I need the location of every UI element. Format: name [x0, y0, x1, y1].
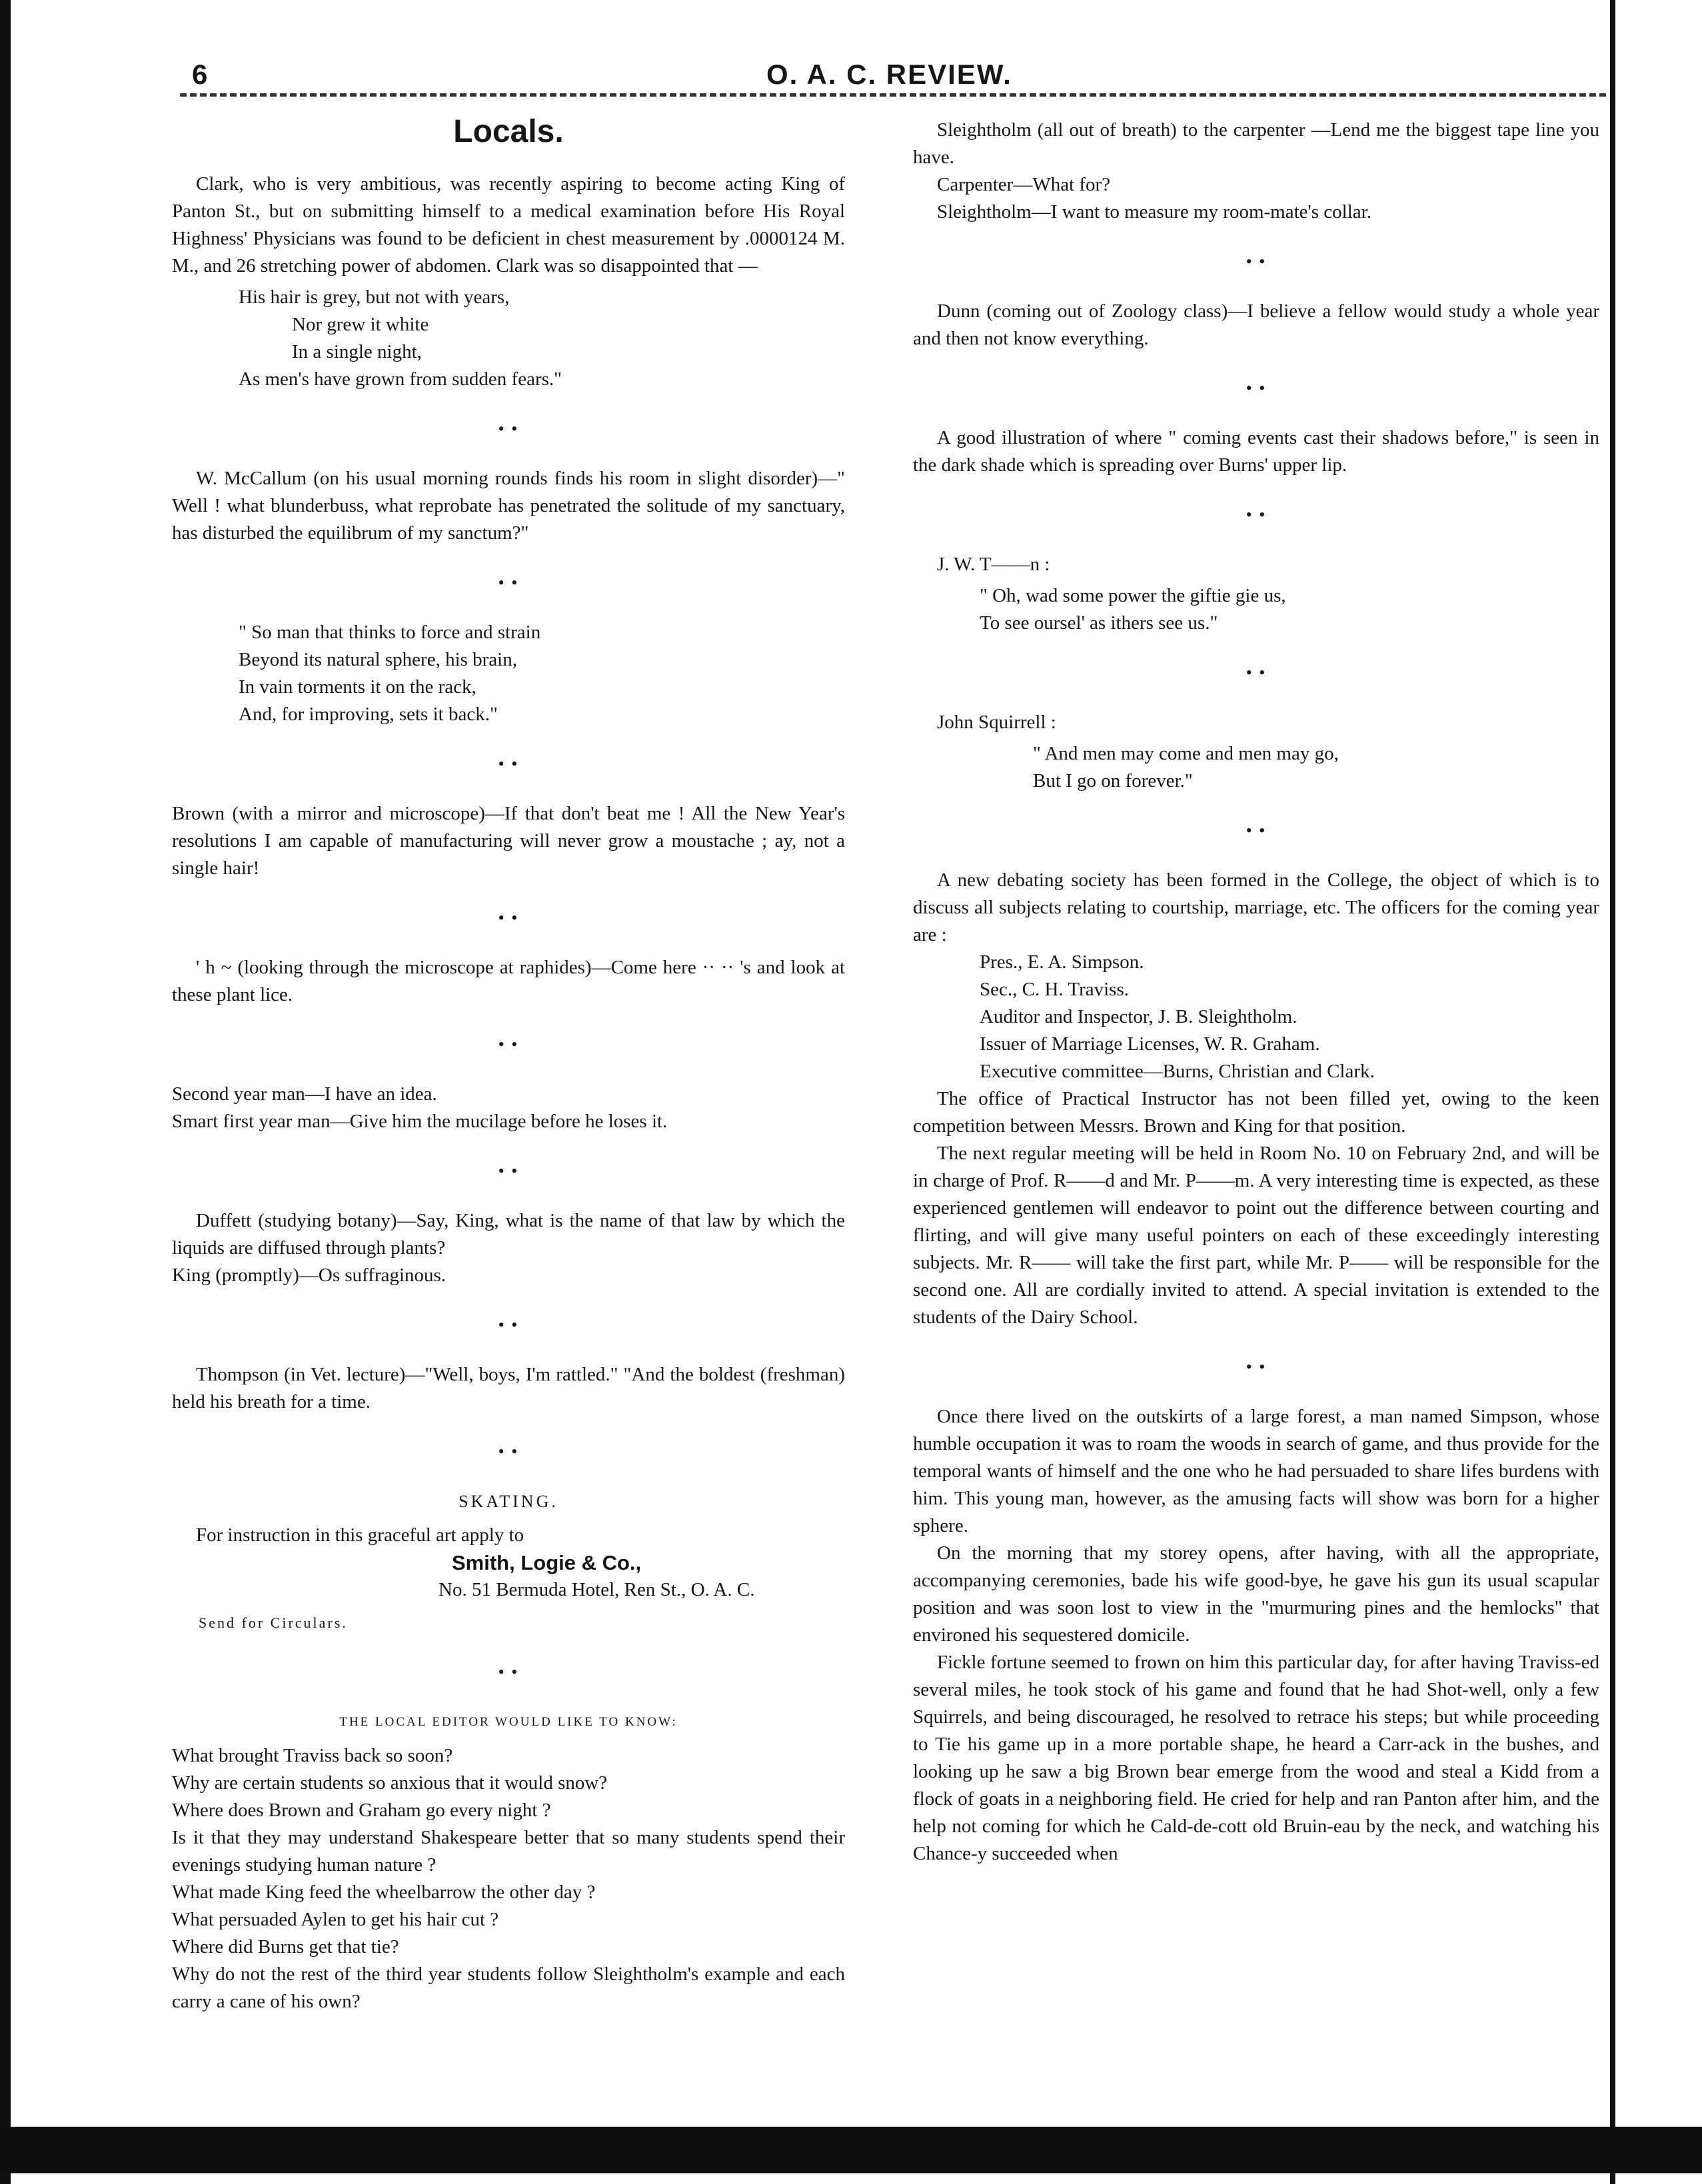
verse-line: In a single night, — [292, 341, 422, 362]
verse-line: Nor grew it white — [292, 314, 429, 335]
verse-line: Beyond its natural sphere, his brain, — [239, 649, 517, 670]
verse-line: In vain torments it on the rack, — [239, 676, 476, 698]
officer: Sec., C. H. Traviss. — [980, 979, 1129, 1000]
dialogue-line: Smart first year man—Give him the mucilage before he loses it. — [172, 1111, 668, 1132]
verse-line: " So man that thinks to force and strain — [239, 622, 541, 643]
society-paragraph: A new debating society has been formed in the College, the object of which is to discuss all subjects relating to courtship, marriage, etc. The officers for the coming year are : — [913, 869, 1599, 945]
officer-list — [913, 949, 1599, 1085]
instructor-paragraph: The office of Practical Instructor has not been filled yet, owing to the keen competition between Messrs. Brown and King for that position. — [913, 1088, 1599, 1137]
separator: • • — [498, 1662, 519, 1682]
question: What made King feed the wheelbarrow the other day ? — [172, 1882, 596, 1903]
left-column — [172, 113, 845, 2015]
jwt-verse — [913, 582, 1599, 637]
story-paragraph: Once there lived on the outskirts of a large forest, a man named Simpson, whose humble occupation it was to roam the woods in search of game, and thus provide for the temporal wants of himself and the one who he had persuaded to share lifes burdens with him. This young man, however, as the amusing facts will show was born for a higher sphere. — [913, 1406, 1599, 1536]
verse-line: To see oursel' as ithers see us." — [980, 612, 1218, 634]
verse-line: " And men may come and men may go, — [1033, 743, 1339, 764]
separator: • • — [498, 419, 519, 438]
separator: • • — [1246, 252, 1267, 271]
meeting-paragraph: The next regular meeting will be held in Room No. 10 on February 2nd, and will be in charge of Prof. R——d and Mr. P——m. A very interesting time is expected, as these experienced gentlemen will endeavor to point out the difference between courting and flirting, and will give many useful pointers on each of these exceedingly interesting subjects. Mr. R—— will take the first part, while Mr. P—— will be responsible for the second one. All are cordially invited to attend. A special invitation is extended to the students of the Dairy School. — [913, 1143, 1599, 1328]
brown-paragraph: Brown (with a mirror and microscope)—If that don't beat me ! All the New Year's resolutions I am capable of manufacturing will never grow a moustache ; ay, not a single hair! — [172, 803, 845, 879]
question: Where does Brown and Graham go every night ? — [172, 1800, 551, 1821]
question: What brought Traviss back so soon? — [172, 1745, 453, 1766]
scan-fold-shadow — [1610, 0, 1615, 2184]
dialogue-line: Second year man—I have an idea. — [172, 1083, 437, 1105]
question-list — [172, 1742, 845, 2015]
section-heading: Locals. — [453, 114, 564, 149]
mccallum-paragraph: W. McCallum (on his usual morning rounds finds his room in slight disorder)—" Well ! what blunderbuss, what reprobate has penetrated the solitude of my sanctuary, has disturbed the equilibrum of my sanctum?" — [172, 468, 845, 544]
clark-paragraph: Clark, who is very ambitious, was recently aspiring to become acting King of Panton St., but on submitting himself to a medical examination before His Royal Highness' Physicians was found to be deficient in chest measurement by .0000124 M. M., and 26 stretching power of abdomen. Clark was so disappointed that — — [172, 173, 845, 276]
page-number: 6 — [192, 59, 208, 90]
header-rule — [180, 93, 1606, 97]
separator: • • — [1246, 1357, 1267, 1376]
skating-heading: SKATING. — [458, 1492, 558, 1511]
separator: • • — [498, 1442, 519, 1461]
separator: • • — [498, 573, 519, 592]
scan-bottom-edge — [0, 2127, 1702, 2173]
squirrell-verse — [913, 740, 1599, 795]
dialogue-line: Carpenter—What for? — [937, 174, 1111, 195]
separator: • • — [1246, 378, 1267, 398]
separator: • • — [498, 1035, 519, 1054]
verse-line: But I go on forever." — [1033, 770, 1193, 792]
thompson-paragraph: Thompson (in Vet. lecture)—"Well, boys, I'm rattled." "And the boldest (freshman) held his breath for a time. — [172, 1364, 845, 1412]
page-header — [180, 55, 1606, 101]
separator: • • — [498, 754, 519, 774]
skating-address: No. 51 Bermuda Hotel, Ren St., O. A. C. — [438, 1579, 755, 1600]
officer: Executive committee—Burns, Christian and Clark. — [980, 1061, 1375, 1082]
verse-line: As men's have grown from sudden fears." — [239, 368, 562, 390]
skating-send: Send for Circulars. — [199, 1614, 348, 1631]
story-paragraph: On the morning that my storey opens, after having, with all the appropriate, accompanying ceremonies, bade his wife good-bye, he gave his gun its usual scapular position and was soon lost to view in the "murmuring pines and the hemlocks" that environed his sequestered domicile. — [913, 1542, 1599, 1646]
clark-verse — [172, 284, 845, 393]
skating-firm: Smith, Logie & Co., — [452, 1551, 642, 1574]
dialogue-line: King (promptly)—Os suffraginous. — [172, 1265, 446, 1286]
separator: • • — [498, 1315, 519, 1335]
question: Where did Burns get that tie? — [172, 1936, 399, 1957]
question: Why do not the rest of the third year students follow Sleightholm's example and each carry a cane of his own? — [172, 1963, 845, 2012]
poem — [172, 619, 845, 728]
burns-paragraph: A good illustration of where " coming events cast their shadows before," is seen in the dark shade which is spreading over Burns' upper lip. — [913, 427, 1599, 476]
verse-line: " Oh, wad some power the giftie gie us, — [980, 585, 1286, 606]
jwt-name: J. W. T——n : — [937, 554, 1050, 575]
separator: • • — [1246, 505, 1267, 524]
masthead: O. A. C. REVIEW. — [766, 59, 1012, 90]
dialogue-line: Sleightholm (all out of breath) to the carpenter —Lend me the biggest tape line you have. — [913, 119, 1599, 168]
dialogue-line: Duffett (studying botany)—Say, King, what is the name of that law by which the liquids are diffused through plants? — [172, 1210, 845, 1259]
officer: Issuer of Marriage Licenses, W. R. Graham. — [980, 1033, 1320, 1055]
right-column — [913, 117, 1599, 1868]
editor-heading: THE LOCAL EDITOR WOULD LIKE TO KNOW: — [339, 1715, 678, 1729]
raphides-paragraph: ' h ~ (looking through the microscope at raphides)—Come here ·· ·· 's and look at these plant lice. — [172, 957, 845, 1005]
story-paragraph: Fickle fortune seemed to frown on him this particular day, for after having Traviss-ed several miles, he took stock of his game and found that he had Shot-well, only a few Squirrels, and being discouraged, he resolved to retrace his steps; but while proceeding to Tie his game up in a more portable shape, he heard a Carr-ack in the bushes, and looking up he saw a big Brown bear emerge from the wood and steal a Kidd from a flock of goats in a neighboring field. He cried for help and ran Panton after him, and the help not coming for which he Cald-de-cott old Bruin-eau by the neck, and watching his Chance-y succeeded when — [913, 1652, 1599, 1864]
scan-left-edge — [0, 0, 11, 2184]
skating-text: For instruction in this graceful art apply to — [196, 1524, 524, 1546]
dialogue-line: Sleightholm—I want to measure my room-mate's collar. — [937, 201, 1371, 223]
separator: • • — [498, 1161, 519, 1181]
officer: Auditor and Inspector, J. B. Sleightholm. — [980, 1006, 1297, 1027]
verse-line: And, for improving, sets it back." — [239, 704, 498, 725]
question: What persuaded Aylen to get his hair cut ? — [172, 1909, 499, 1930]
question: Why are certain students so anxious that it would snow? — [172, 1772, 608, 1794]
squirrell-name: John Squirrell : — [937, 712, 1056, 733]
question: Is it that they may understand Shakespeare better that so many students spend their evenings studying human nature ? — [172, 1827, 845, 1876]
dunn-paragraph: Dunn (coming out of Zoology class)—I believe a fellow would study a whole year and then not know everything. — [913, 300, 1599, 349]
separator: • • — [1246, 821, 1267, 840]
separator: • • — [498, 908, 519, 927]
separator: • • — [1246, 663, 1267, 682]
officer: Pres., E. A. Simpson. — [980, 951, 1144, 973]
verse-line: His hair is grey, but not with years, — [239, 286, 510, 308]
